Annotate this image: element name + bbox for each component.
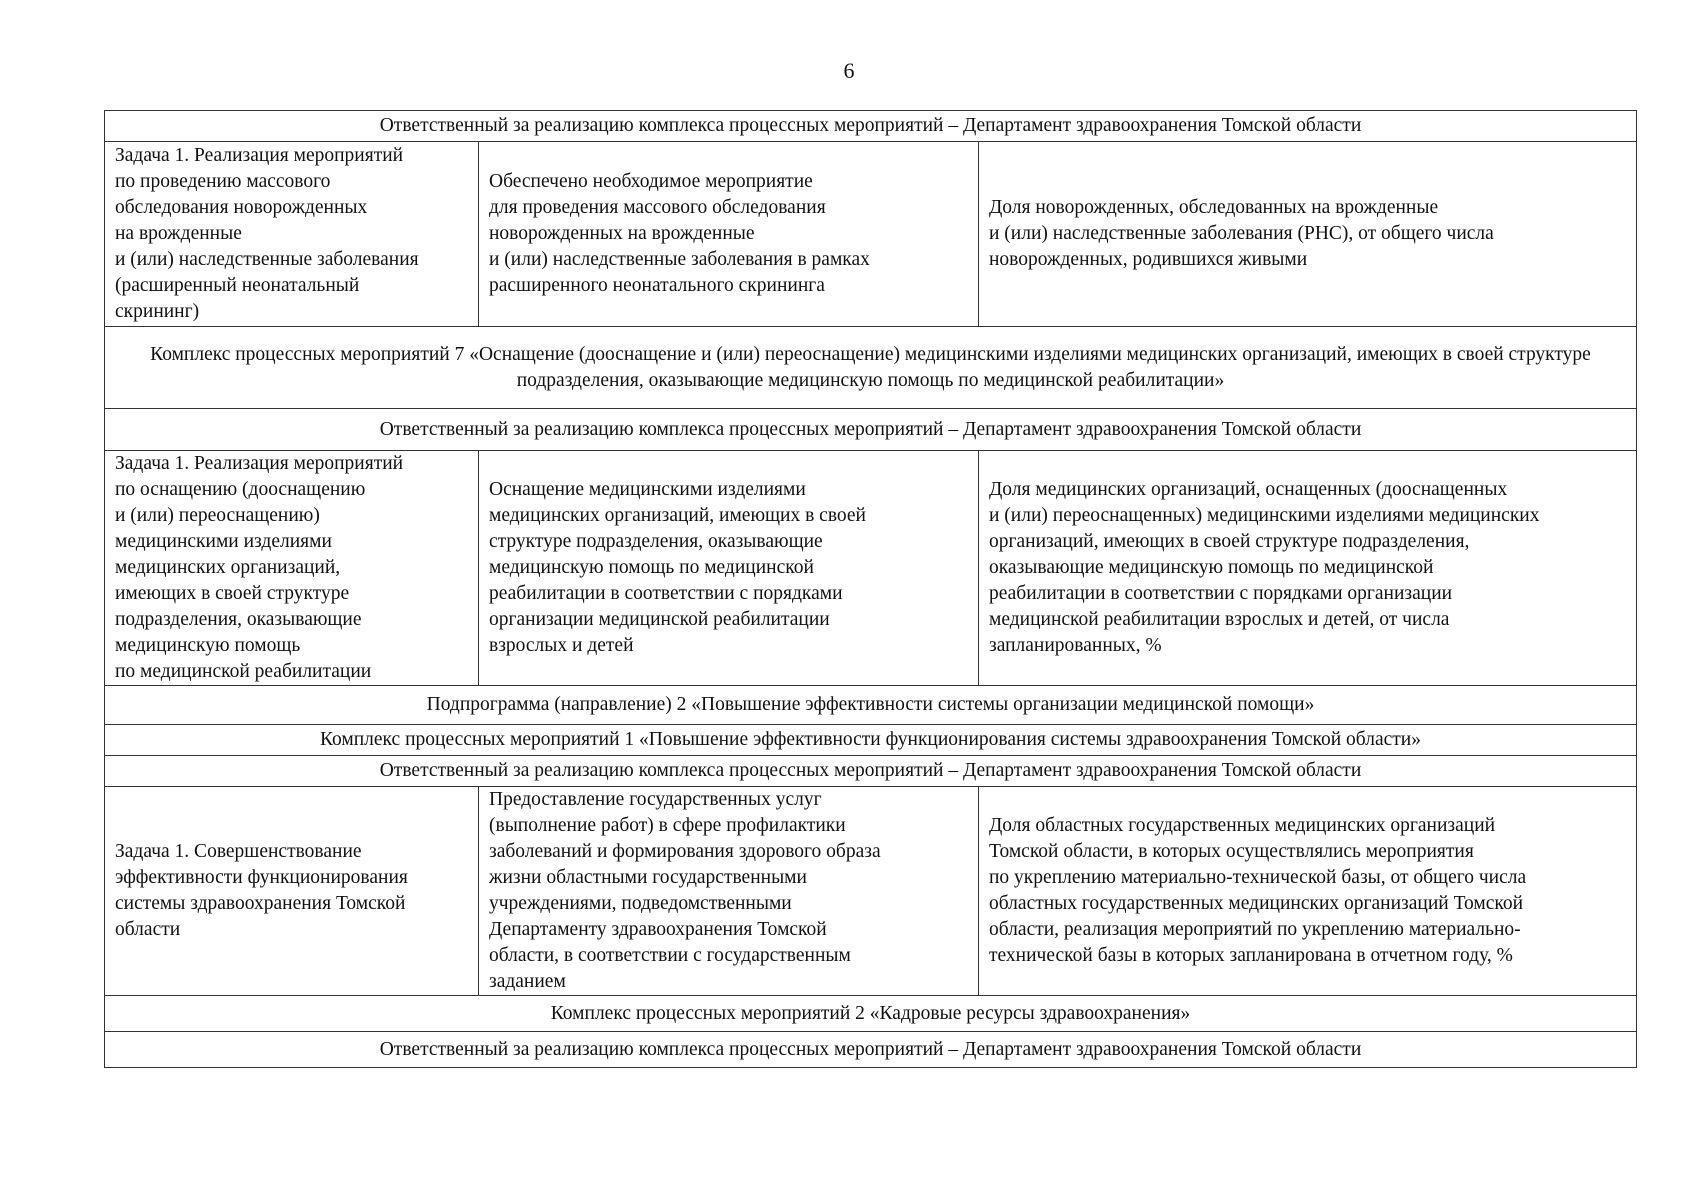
complex-title-row: Комплекс процессных мероприятий 2 «Кадровые ресурсы здравоохранения» <box>105 996 1637 1032</box>
page-number: 6 <box>843 58 855 83</box>
indicator-cell: Доля медицинских организаций, оснащенных (дооснащенных и (или) переоснащенных) медицинскими изделиями медицинских организаций, имеющих в своей структуре подразделения, оказывающие медицинскую помощь по медицинской реабилитации в соответствии с порядками организации медицинской реабилитации взрослых и детей, от числа запланированных, % <box>979 451 1637 686</box>
table-row <box>105 787 1637 996</box>
complex-title-row: Комплекс процессных мероприятий 7 «Оснащение (дооснащение и (или) переоснащение) медицинскими изделиями медицинских организаций, имеющих в своей структуре подразделения, оказывающие медицинскую помощь по медицинской реабилитации» <box>105 327 1637 409</box>
indicator-cell: Доля новорожденных, обследованных на врожденные и (или) наследственные заболевания (РНС), от общего числа новорожденных, родившихся живыми <box>979 142 1637 327</box>
responsible-row: Ответственный за реализацию комплекса процессных мероприятий – Департамент здравоохранения Томской области <box>105 409 1637 451</box>
task-cell: Задача 1. Реализация мероприятий по оснащению (дооснащению и (или) переоснащению) медицинскими изделиями медицинских организаций, имеющих в своей структуре подразделения, оказывающие медицинскую помощь по медицинской реабилитации <box>105 451 479 686</box>
task-cell: Задача 1. Реализация мероприятий по проведению массового обследования новорожденных на врожденные и (или) наследственные заболевания (расширенный неонатальный скрининг) <box>105 142 479 327</box>
complex-title-row: Комплекс процессных мероприятий 1 «Повышение эффективности функционирования системы здравоохранения Томской области» <box>105 725 1637 756</box>
responsible-row: Ответственный за реализацию комплекса процессных мероприятий – Департамент здравоохранения Томской области <box>105 1032 1637 1068</box>
table-row <box>105 409 1637 451</box>
table-row <box>105 686 1637 725</box>
indicator-cell: Доля областных государственных медицинских организаций Томской области, в которых осуществлялись мероприятия по укреплению материально-технической базы, от общего числа областных государственных медицинских организаций Томской области, реализация мероприятий по укреплению материально- технической базы в которых запланирована в отчетном году, % <box>979 787 1637 996</box>
program-table <box>104 110 1637 1068</box>
table-row <box>105 451 1637 686</box>
result-cell: Оснащение медицинскими изделиями медицинских организаций, имеющих в своей структуре подразделения, оказывающие медицинскую помощь по медицинской реабилитации в соответствии с порядками организации медицинской реабилитации взрослых и детей <box>479 451 979 686</box>
responsible-row: Ответственный за реализацию комплекса процессных мероприятий – Департамент здравоохранения Томской области <box>105 756 1637 787</box>
subprogram-title-row: Подпрограмма (направление) 2 «Повышение эффективности системы организации медицинской помощи» <box>105 686 1637 725</box>
table-row <box>105 756 1637 787</box>
table-row <box>105 327 1637 409</box>
task-cell: Задача 1. Совершенствование эффективности функционирования системы здравоохранения Томской области <box>105 787 479 996</box>
table-row <box>105 725 1637 756</box>
result-cell: Обеспечено необходимое мероприятие для проведения массового обследования новорожденных на врожденные и (или) наследственные заболевания в рамках расширенного неонатального скрининга <box>479 142 979 327</box>
table-row <box>105 142 1637 327</box>
responsible-row: Ответственный за реализацию комплекса процессных мероприятий – Департамент здравоохранения Томской области <box>105 111 1637 142</box>
result-cell: Предоставление государственных услуг (выполнение работ) в сфере профилактики заболеваний и формирования здорового образа жизни областными государственными учреждениями, подведомственными Департаменту здравоохранения Томской области, в соответствии с государственным заданием <box>479 787 979 996</box>
table-row <box>105 996 1637 1032</box>
table-row <box>105 111 1637 142</box>
table-row <box>105 1032 1637 1068</box>
